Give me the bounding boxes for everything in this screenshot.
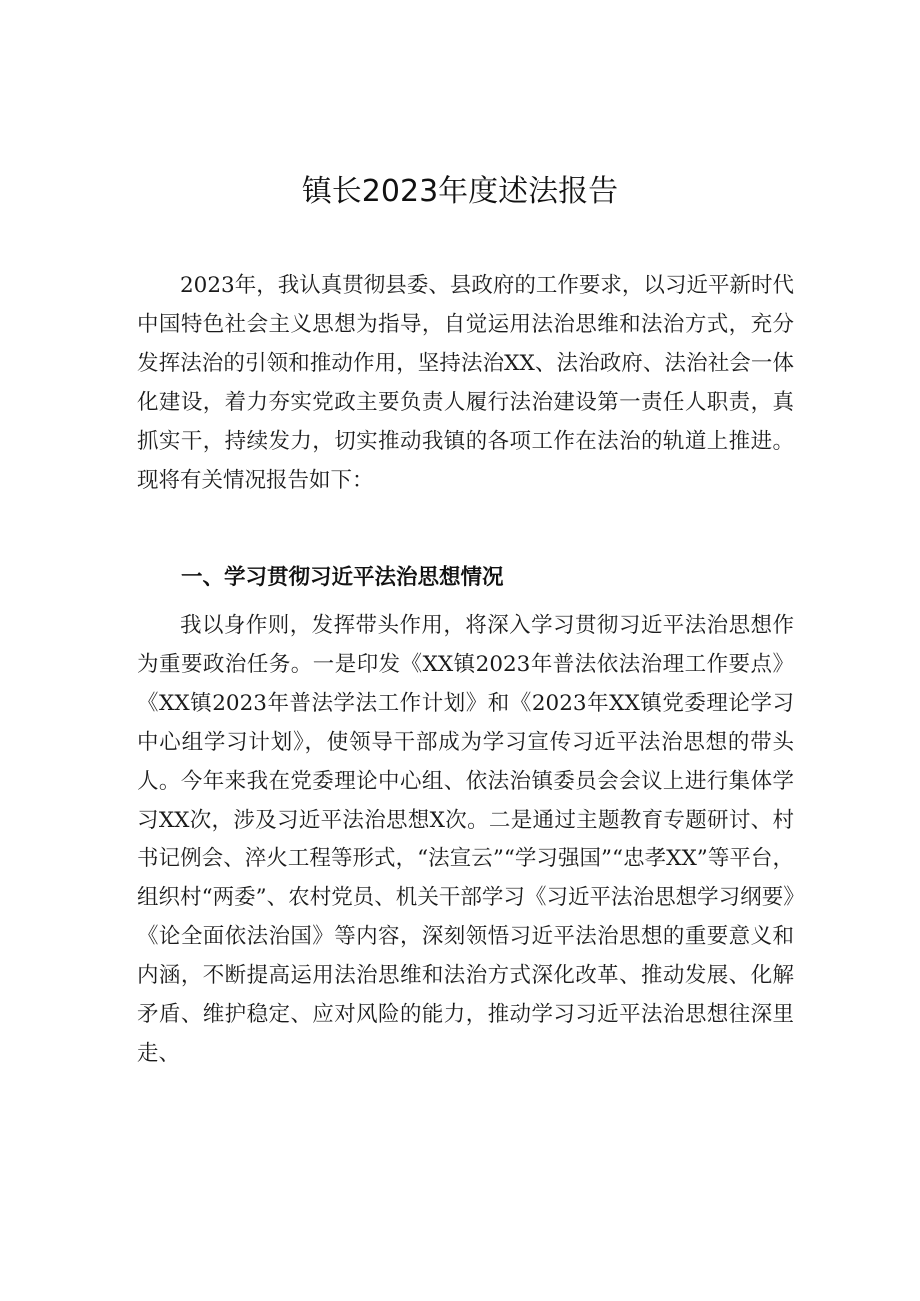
intro-paragraph: 2023年，我认真贯彻县委、县政府的工作要求，以习近平新时代中国特色社会主义思想为指导，自觉运用法治思维和法治方式，充分发挥法治的引领和推动作用，坚持法治XX、法治政府、法治社会一体化建设，着力夯实党政主要负责人履行法治建设第一责任人职责，真抓实干，持续发力，切实推动我镇的各项工作在法治的轨道上推进。现将有关情况报告如下： [137, 273, 794, 493]
document-title: 镇长2023年度述法报告 [301, 174, 619, 209]
section-paragraph: 我以身作则，发挥带头作用，将深入学习贯彻习近平法治思想作为重要政治任务。一是印发《XX镇2023年普法依法治理工作要点》《XX镇2023年普法学法工作计划》和《2023年XX镇党委理论学习中心组学习计划》，使领导干部成为学习宣传习近平法治思想的带头人。今年来我在党委理论中心组、依法治镇委员会会议上进行集体学习XX次，涉及习近平法治思想X次。二是通过主题教育专题研讨、村书记例会、淬火工程等形式，“法宣云”“学习强国”“忠孝XX”等平台，组织村“两委”、农村党员、机关干部学习《习近平法治思想学习纲要》《论全面依法治国》等内容，深刻领悟习近平法治思想的重要意义和内涵，不断提高运用法治思维和法治方式深化改革、推动发展、化解矛盾、维护稳定、应对风险的能力，推动学习习近平法治思想往深里走、 [137, 613, 794, 1066]
section-heading: 一、学习贯彻习近平法治思想情况 [181, 565, 504, 590]
